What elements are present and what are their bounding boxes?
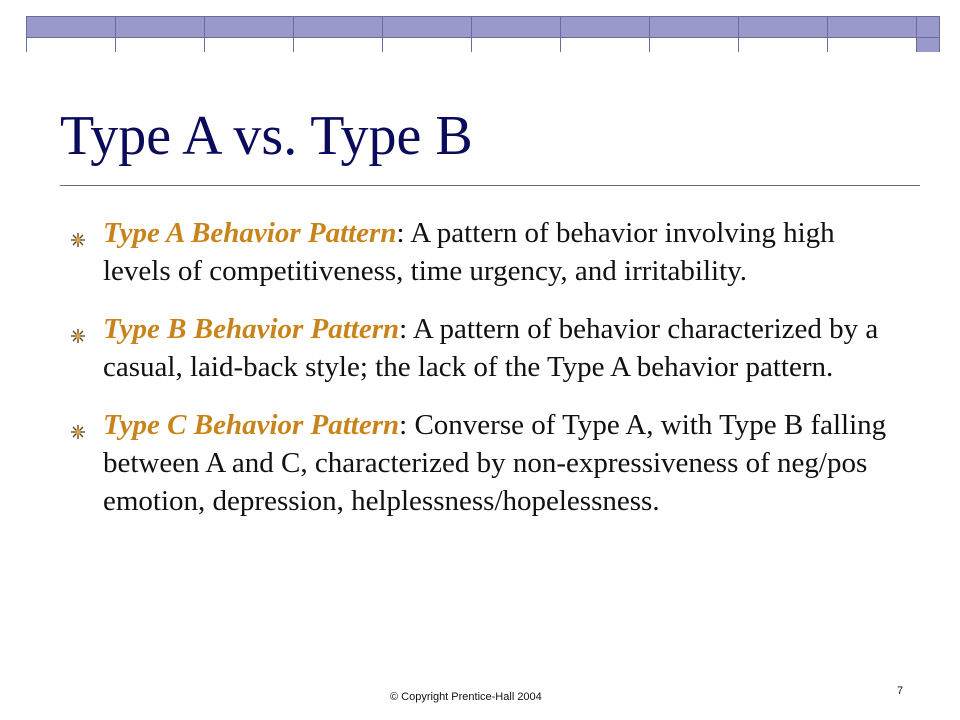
bullet-term: Type A Behavior Pattern [103, 217, 397, 249]
bullet-item [70, 214, 900, 290]
copyright-footer: © Copyright Prentice-Hall 2004 [390, 691, 542, 703]
bullet-text: : Converse of Type A, with Type B falling between A and C, characterized by non-expressiveness of neg/pos emotion, depression, helplessness/hopelessness. [103, 409, 887, 517]
top-decorative-bar [26, 16, 940, 52]
bullet-term: Type C Behavior Pattern [103, 409, 400, 441]
bullet-term: Type B Behavior Pattern [103, 313, 400, 345]
title-divider [60, 185, 920, 186]
bullet-list [70, 214, 900, 540]
page-number: 7 [897, 685, 904, 697]
bullet-item [70, 406, 900, 520]
starburst-bullet-icon [70, 412, 86, 428]
bullet-item [70, 310, 900, 386]
top-bar-cells [27, 17, 917, 37]
top-bar-square [916, 17, 939, 37]
slide-title: Type A vs. Type B [60, 105, 473, 167]
top-bar-square-lower [916, 37, 939, 52]
bullet-text: : A pattern of behavior involving high levels of competitiveness, time urgency, and irritability. [103, 217, 835, 287]
starburst-bullet-icon [70, 220, 86, 236]
starburst-bullet-icon [70, 316, 86, 332]
bullet-text: : A pattern of behavior characterized by a casual, laid-back style; the lack of the Type A behavior pattern. [103, 313, 879, 383]
